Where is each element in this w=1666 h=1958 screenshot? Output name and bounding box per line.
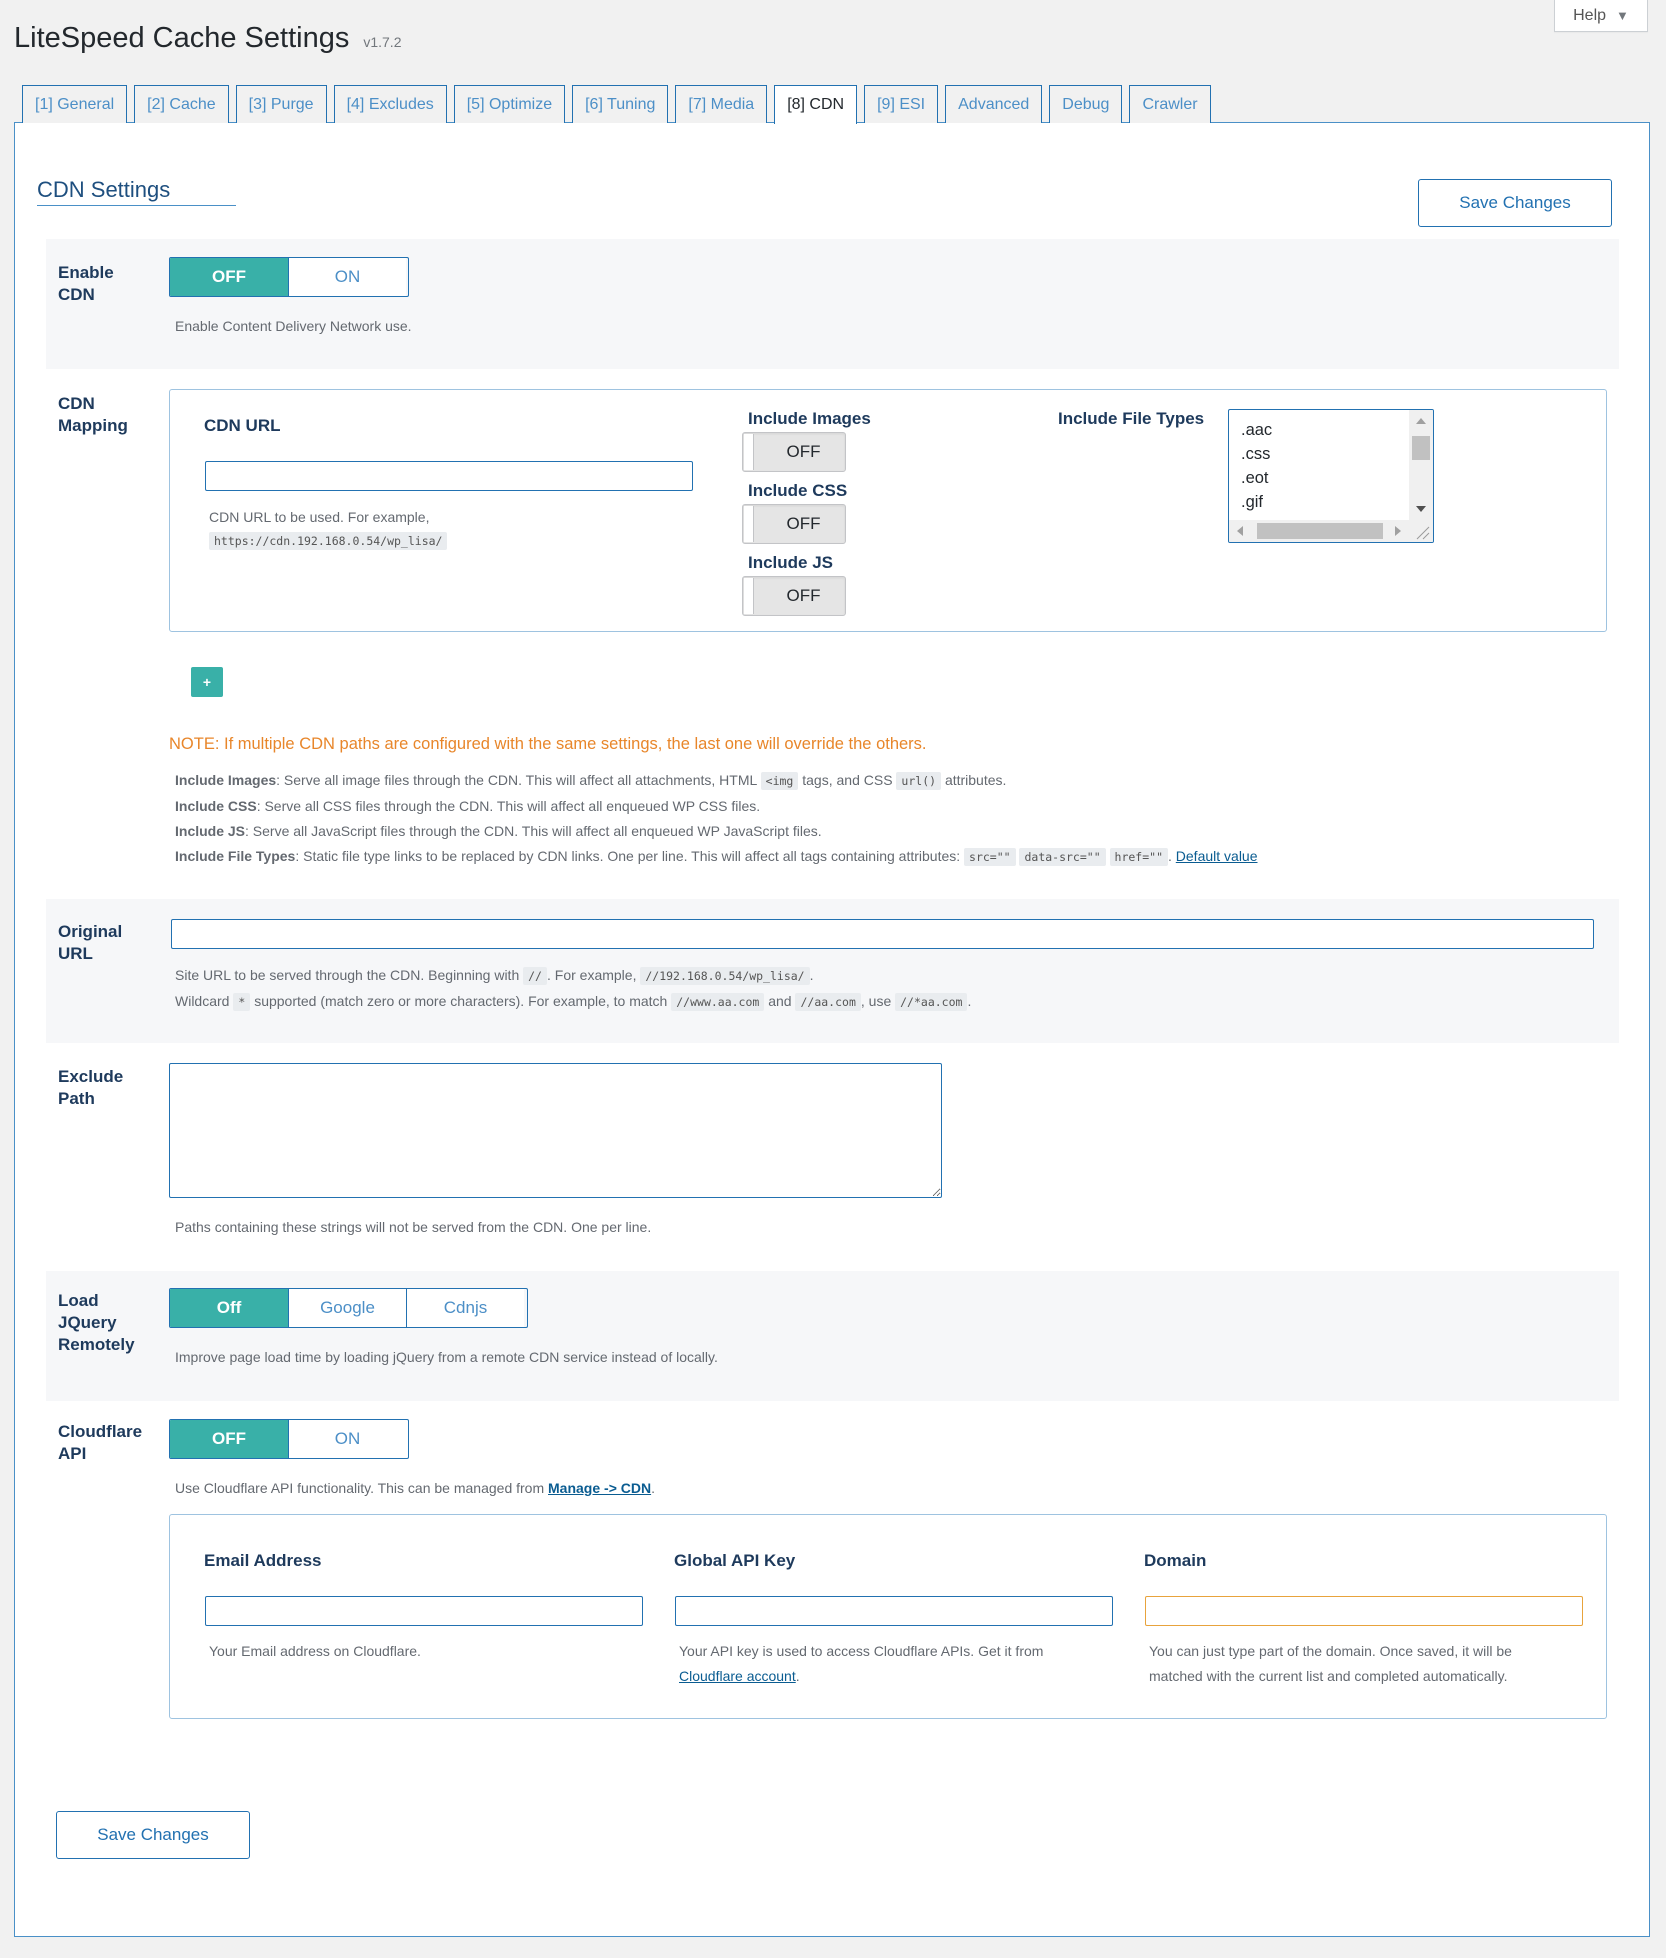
- tab-general[interactable]: [1] General: [22, 85, 127, 123]
- api-key-input[interactable]: [675, 1596, 1113, 1626]
- jquery-cdnjs[interactable]: Cdnjs: [406, 1289, 524, 1327]
- tab-purge[interactable]: [3] Purge: [236, 85, 327, 123]
- help-text: : Serve all image files through the CDN. This will affect all attachments, HTML: [276, 772, 757, 788]
- label-line: API: [58, 1444, 87, 1463]
- cloudflare-off[interactable]: OFF: [170, 1420, 288, 1458]
- tab-debug[interactable]: Debug: [1049, 85, 1122, 123]
- h-scrollbar-arrows-icon: [1229, 520, 1409, 542]
- help-text: tags, and CSS: [802, 772, 893, 788]
- label-line: Path: [58, 1089, 95, 1108]
- label-line: Cloudflare: [58, 1422, 143, 1441]
- desc-text: .: [795, 1668, 800, 1684]
- desc-text: You can just type part of the domain. Once saved, it will be: [1149, 1643, 1512, 1659]
- file-types-list: [1241, 418, 1272, 514]
- help-text: .: [1168, 848, 1172, 864]
- include-images-label: Include Images: [748, 409, 871, 428]
- cdn-mapping-label: [58, 393, 128, 437]
- desc-text: matched with the current list and completed automatically.: [1149, 1668, 1508, 1684]
- horizontal-scrollbar[interactable]: [1229, 520, 1409, 542]
- cloudflare-switch: [169, 1419, 409, 1459]
- tab-optimize[interactable]: [5] Optimize: [454, 85, 565, 123]
- original-url-input[interactable]: [171, 919, 1594, 949]
- code-snippet: href="": [1110, 848, 1168, 866]
- desc-text: Site URL to be served through the CDN. Beginning with: [175, 967, 520, 983]
- code-snippet: //192.168.0.54/wp_lisa/: [640, 967, 809, 985]
- api-key-desc: [679, 1639, 1099, 1689]
- include-images-toggle[interactable]: [742, 432, 846, 472]
- enable-cdn-label: [58, 262, 114, 306]
- desc-text: , use: [860, 993, 892, 1009]
- help-images: [175, 768, 1595, 794]
- cdn-url-label: CDN URL: [204, 416, 281, 435]
- tab-tuning[interactable]: [6] Tuning: [572, 85, 668, 123]
- code-snippet: <img: [761, 772, 799, 790]
- cdn-url-example: https://cdn.192.168.0.54/wp_lisa/: [209, 532, 447, 550]
- cdn-mapping-box: [169, 389, 1607, 632]
- caret-down-icon: ▼: [1616, 8, 1629, 23]
- enable-cdn-switch: [169, 257, 409, 297]
- add-cdn-mapping-button[interactable]: +: [191, 667, 223, 697]
- help-label: Help: [1573, 6, 1607, 24]
- label-line: Mapping: [58, 416, 128, 435]
- label-line: URL: [58, 944, 93, 963]
- email-label: Email Address: [204, 1551, 322, 1570]
- include-css-label: Include CSS: [748, 481, 848, 500]
- tab-cdn[interactable]: [8] CDN: [774, 85, 857, 124]
- desc-text: Use Cloudflare API functionality. This can be managed from: [175, 1480, 545, 1496]
- file-type-item: .css: [1241, 445, 1271, 463]
- cdn-url-input[interactable]: [205, 461, 693, 491]
- help-text: : Static file type links to be replaced by CDN links. One per line. This will affect all tags containing attributes:: [295, 848, 961, 864]
- resize-grip-icon[interactable]: [1409, 520, 1433, 542]
- version-label: v1.7.2: [363, 34, 402, 50]
- desc-text: Wildcard: [175, 993, 230, 1009]
- cloudflare-on[interactable]: ON: [288, 1420, 406, 1458]
- desc-text: supported (match zero or more characters). For example, to match: [254, 993, 668, 1009]
- exclude-path-textarea[interactable]: [169, 1063, 942, 1198]
- jquery-desc: Improve page load time by loading jQuery from a remote CDN service instead of locally.: [175, 1349, 718, 1365]
- code-snippet: //*aa.com: [895, 993, 967, 1011]
- original-url-desc-line1: [175, 963, 1595, 989]
- tab-excludes[interactable]: [4] Excludes: [334, 85, 447, 123]
- file-type-item: .eot: [1241, 469, 1269, 487]
- help-text: attributes.: [944, 772, 1007, 788]
- enable-cdn-off[interactable]: OFF: [170, 258, 288, 296]
- jquery-label: [58, 1290, 135, 1356]
- label-line: JQuery: [58, 1313, 117, 1332]
- settings-panel: [14, 122, 1650, 1937]
- original-url-desc: [175, 963, 1595, 1015]
- file-type-item: .aac: [1241, 421, 1273, 439]
- help-file-types: [175, 844, 1595, 870]
- help-text: : Serve all CSS files through the CDN. This will affect all enqueued WP CSS files.: [256, 798, 761, 814]
- cdn-url-example-wrap: [209, 532, 447, 550]
- desc-text: .: [967, 993, 972, 1009]
- exclude-path-label: [58, 1066, 123, 1110]
- cloudflare-account-link[interactable]: Cloudflare account: [679, 1668, 796, 1684]
- exclude-path-desc: Paths containing these strings will not be served from the CDN. One per line.: [175, 1219, 652, 1235]
- save-changes-top-button[interactable]: Save Changes: [1418, 179, 1612, 227]
- include-js-label: Include JS: [748, 553, 834, 572]
- page-header: [14, 22, 401, 55]
- help-css: [175, 794, 1595, 819]
- jquery-google[interactable]: Google: [288, 1289, 406, 1327]
- code-snippet: //: [523, 967, 547, 985]
- domain-desc: [1149, 1639, 1579, 1689]
- desc-text: .: [651, 1480, 655, 1496]
- help-term: Include Images: [175, 772, 277, 788]
- toggle-knob: [744, 578, 754, 614]
- code-snippet: src="": [964, 848, 1016, 866]
- file-types-label: Include File Types: [1058, 409, 1205, 428]
- desc-text: Your API key is used to access Cloudflare APIs. Get it from: [679, 1643, 1044, 1659]
- original-url-desc-line2: [175, 989, 1595, 1015]
- label-line: CDN: [58, 285, 95, 304]
- include-css-value: OFF: [786, 514, 821, 533]
- original-url-label: [58, 921, 122, 965]
- domain-input[interactable]: [1145, 1596, 1583, 1626]
- help-term: Include CSS: [175, 798, 257, 814]
- help-button[interactable]: [1554, 0, 1648, 32]
- email-input[interactable]: [205, 1596, 643, 1626]
- label-line: Exclude: [58, 1067, 124, 1086]
- jquery-off[interactable]: Off: [170, 1289, 288, 1327]
- default-value-link[interactable]: Default value: [1175, 848, 1258, 864]
- cloudflare-label: [58, 1421, 142, 1465]
- file-type-item: .gif: [1241, 493, 1264, 511]
- tab-advanced[interactable]: Advanced: [945, 85, 1042, 123]
- desc-text: .: [809, 967, 814, 983]
- toggle-knob: [744, 434, 754, 470]
- cdn-url-desc: CDN URL to be used. For example,: [209, 509, 430, 525]
- tab-crawler[interactable]: Crawler: [1129, 85, 1210, 123]
- label-line: Enable: [58, 263, 114, 282]
- desc-text: and: [768, 993, 792, 1009]
- include-js-toggle[interactable]: [742, 576, 846, 616]
- code-snippet: //aa.com: [795, 993, 860, 1011]
- code-snippet: //www.aa.com: [671, 993, 764, 1011]
- desc-text: . For example,: [546, 967, 637, 983]
- save-changes-bottom-button[interactable]: Save Changes: [56, 1811, 250, 1859]
- cdn-note: NOTE: If multiple CDN paths are configured with the same settings, the last one will override the others.: [169, 735, 927, 753]
- enable-cdn-desc: Enable Content Delivery Network use.: [175, 318, 412, 334]
- api-key-label: Global API Key: [674, 1551, 796, 1570]
- label-line: CDN: [58, 394, 95, 413]
- file-types-textarea[interactable]: [1228, 409, 1434, 543]
- page-title: LiteSpeed Cache Settings: [14, 22, 350, 54]
- help-term: Include File Types: [175, 848, 296, 864]
- include-js-value: OFF: [786, 586, 821, 605]
- settings-tabs: [22, 85, 1211, 124]
- jquery-switch: [169, 1288, 528, 1328]
- manage-cdn-link[interactable]: Manage -> CDN: [548, 1480, 652, 1496]
- tab-esi[interactable]: [9] ESI: [864, 85, 938, 123]
- section-title: CDN Settings: [37, 177, 236, 206]
- scrollbar-arrows-icon: [1409, 410, 1433, 520]
- tab-cache[interactable]: [2] Cache: [134, 85, 228, 123]
- domain-label: Domain: [1144, 1551, 1207, 1570]
- code-snippet: *: [233, 993, 250, 1011]
- vertical-scrollbar[interactable]: [1409, 410, 1433, 520]
- label-line: Remotely: [58, 1335, 135, 1354]
- cloudflare-box: [169, 1514, 1607, 1719]
- email-desc: Your Email address on Cloudflare.: [209, 1643, 421, 1659]
- label-line: Load: [58, 1291, 99, 1310]
- code-snippet: data-src="": [1019, 848, 1105, 866]
- label-line: Original: [58, 922, 123, 941]
- help-term: Include JS: [175, 823, 246, 839]
- include-css-toggle[interactable]: [742, 504, 846, 544]
- include-images-value: OFF: [786, 442, 821, 461]
- cdn-mapping-help: [175, 768, 1595, 870]
- help-js: [175, 819, 1595, 844]
- code-snippet: url(): [896, 772, 941, 790]
- toggle-knob: [744, 506, 754, 542]
- enable-cdn-on[interactable]: ON: [288, 258, 406, 296]
- cloudflare-desc: [175, 1476, 655, 1501]
- help-text: : Serve all JavaScript files through the CDN. This will affect all enqueued WP JavaScript files.: [245, 823, 822, 839]
- tab-media[interactable]: [7] Media: [675, 85, 767, 123]
